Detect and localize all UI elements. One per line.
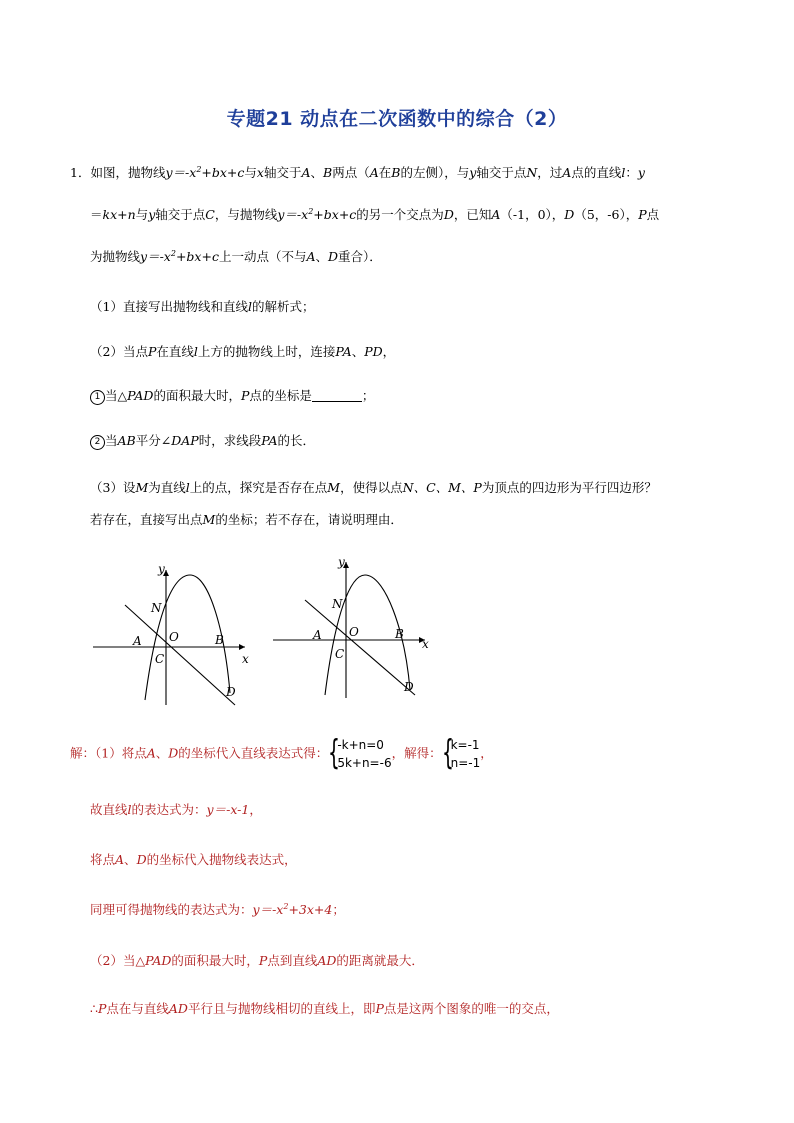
question-3-line-2: 若存在，直接写出点M的坐标；若不存在，请说明理由． [90,512,403,527]
fig-label-B: B [395,627,404,641]
fig-label-y: y [158,562,165,576]
circled-number-1: 1 [90,390,105,405]
problem-line-3: 为抛物线$y=-x^2+bx+c$上一动点（不与A、D重合）． [90,249,382,264]
fig-label-C: C [335,647,345,661]
fig-label-N: N [332,597,343,611]
fig-label-C: C [155,652,165,666]
fig-label-N: N [151,601,162,615]
fig-label-y: y [338,555,345,569]
page-title: 专题21 动点在二次函数中的综合（2） [226,108,568,130]
question-3-line-1: （3）设M为直线l上的点，探究是否存在点M，使得以点N、C、M、P为顶点的四边形为平行四边形？ [90,480,657,495]
question-2: （2）当点P在直线l上方的抛物线上时，连接PA、PD， [90,344,396,359]
fig-label-x: x [422,637,429,651]
solution-line-3: 将点A、D的坐标代入抛物线表达式， [90,852,297,867]
fig-label-B: B [215,633,224,647]
figure-right [265,550,440,710]
fig-label-O: O [169,630,179,644]
fig-label-D: D [404,680,414,694]
figure-left [85,555,260,715]
line-l [125,605,235,705]
problem-line-1: 1．如图，抛物线$y=-x^2+bx+c$与x轴交于A、B两点（A在B的左侧），与y轴交于点N，过A点的直线l：y [70,165,645,180]
solution-line-5: （2）当△PAD的面积最大时，P点到直线AD的距离就最大． [90,953,424,968]
fig-label-A: A [313,628,322,642]
question-1: （1）直接写出抛物线和直线l的解析式； [90,299,315,314]
solution-line-6: ∴P点在与直线AD平行且与抛物线相切的直线上，即P点是这两个图象的唯一的交点， [90,1001,559,1016]
fig-label-O: O [349,625,359,639]
solution-line-2: 故直线l的表达式为：y＝-x-1， [90,802,262,817]
solution-line-1: 解：（1）将点A、D的坐标代入直线表达式得： { -k+n=0 5k+n=-6 ，解得： { k=-1 n=-1 ， [70,733,493,773]
fig-label-x: x [242,652,249,666]
fig-label-D: D [226,685,236,699]
question-2-1: 1 当△PAD的面积最大时，P点的坐标是 ； [90,388,374,405]
solution-line-4: 同理可得抛物线的表达式为：$y=-x^2+3x+4$； [90,902,345,917]
equation-system-2: { k=-1 n=-1 [441,733,481,773]
question-2-2: 2 当AB平分∠DAP时，求线段PA的长． [90,433,315,450]
line-l [305,600,415,695]
problem-line-2: ＝kx+n与y轴交于点C，与抛物线$y=-x^2+bx+c$的另一个交点为D，已知A（-1，0），D（5，-6），P点 [90,207,660,222]
answer-blank [312,389,362,402]
circled-number-2: 2 [90,435,105,450]
equation-system-1: { -k+n=0 5k+n=-6 [328,733,392,773]
fig-label-A: A [133,634,142,648]
